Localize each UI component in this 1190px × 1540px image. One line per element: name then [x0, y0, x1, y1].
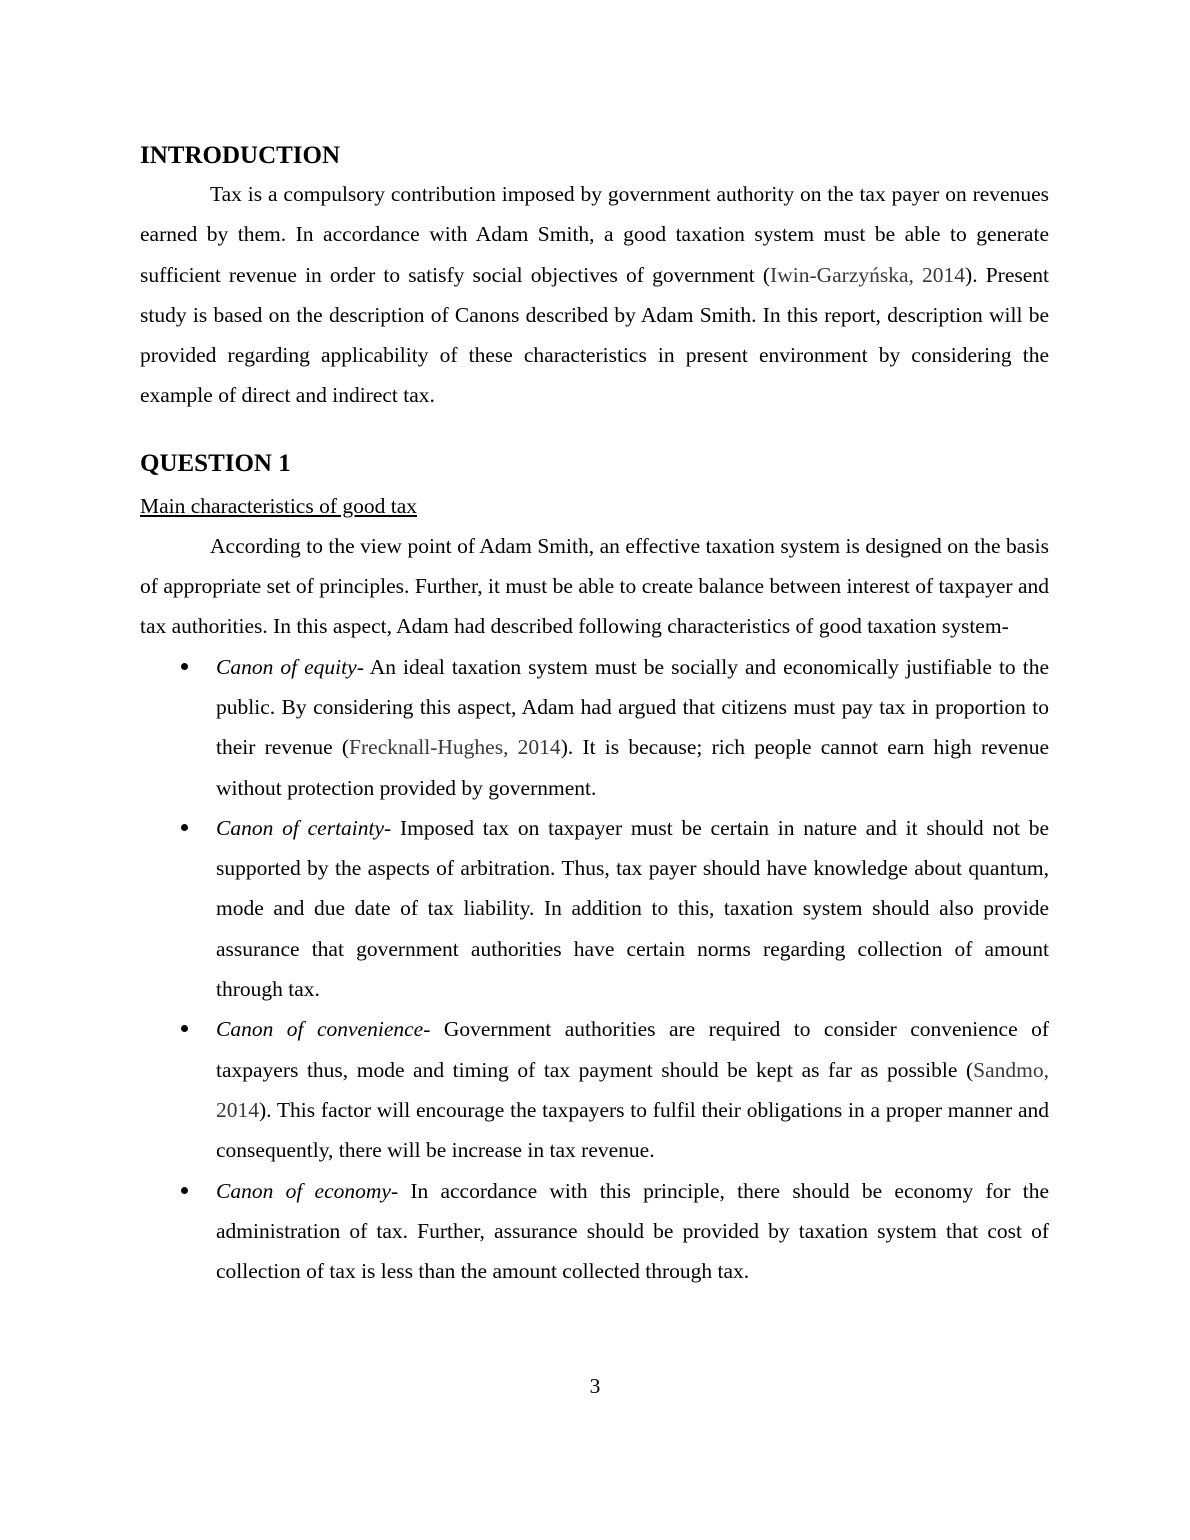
intro-text-part-1: Tax is a compulsory contribution imposed by government authority on the tax payer on revenues earned by them. In accordance with Adam Smith, a good taxation system must be able to generate sufficient revenue in order to satisfy social objectives of government ( [140, 182, 1049, 287]
canons-list [140, 647, 1049, 1292]
canon-text: - Imposed tax on taxpayer must be certain in nature and it should not be supported by the aspects of arbitration. Thus, tax payer should have knowledge about quantum, mode and due date of tax liability. In addition to this, taxation system should also provide assurance that government authorities have certain norms regarding collection of amount through tax. [216, 815, 1049, 1002]
question-1-paragraph: According to the view point of Adam Smith, an effective taxation system is designed on the basis of appropriate set of principles. Further, it must be able to create balance between interest of taxpayer and tax authorities. In this aspect, Adam had described following characteristics of good taxation system- [140, 533, 1049, 639]
list-item-canon-of-equity [140, 647, 1049, 808]
bullet-icon [181, 1025, 188, 1032]
citation-frecknall-hughes: Frecknall-Hughes, 2014 [349, 735, 561, 760]
canon-text: - In accordance with this principle, there should be economy for the administration of tax. Further, assurance should be provided by taxation system that cost of collection of tax is less than the amount collected through tax. [216, 1178, 1050, 1284]
canon-term: Canon of equity [216, 654, 357, 679]
citation-sandmo: Sandmo, 2014 [216, 1057, 1049, 1122]
canon-text-part-1: - An ideal taxation system must be socially and economically justifiable to the public. By considering this aspect, Adam had argued that citizens must pay tax in proportion to their revenue ( [216, 654, 1049, 760]
bullet-icon [181, 1187, 188, 1194]
subheading-main-characteristics: Main characteristics of good tax [140, 493, 418, 518]
question-1-heading: QUESTION 1 [140, 449, 291, 477]
page-content [140, 138, 1049, 1291]
canon-text-part-2: ). It is because; rich people cannot earn high revenue without protection provided by government. [216, 735, 1049, 800]
introduction-paragraph [140, 174, 1049, 416]
bullet-icon [181, 663, 188, 670]
canon-term: Canon of economy [216, 1178, 391, 1203]
introduction-heading: INTRODUCTION [140, 142, 341, 169]
bullet-icon [181, 824, 188, 831]
list-item-canon-of-certainty [140, 808, 1049, 1009]
canon-term: Canon of convenience [216, 1017, 424, 1042]
list-item-canon-of-convenience [140, 1009, 1049, 1170]
canon-text-part-2: ). This factor will encourage the taxpayers to fulfil their obligations in a proper manner and consequently, there will be increase in tax revenue. [216, 1097, 1049, 1163]
page-number: 3 [589, 1374, 601, 1398]
canon-text-part-1: - Government authorities are required to consider convenience of taxpayers thus, mode and timing of tax payment should be kept as far as possible ( [216, 1017, 1049, 1082]
intro-text-part-2: ). Present study is based on the description of Canons described by Adam Smith. In this report, description will be provided regarding applicability of these characteristics in present environment by considering the example of direct and indirect tax. [140, 262, 1049, 408]
canon-term: Canon of certainty [216, 815, 385, 840]
list-item-canon-of-economy [140, 1171, 1049, 1292]
citation-iwin-garzynska: Iwin-Garzyńska, 2014 [770, 262, 966, 287]
